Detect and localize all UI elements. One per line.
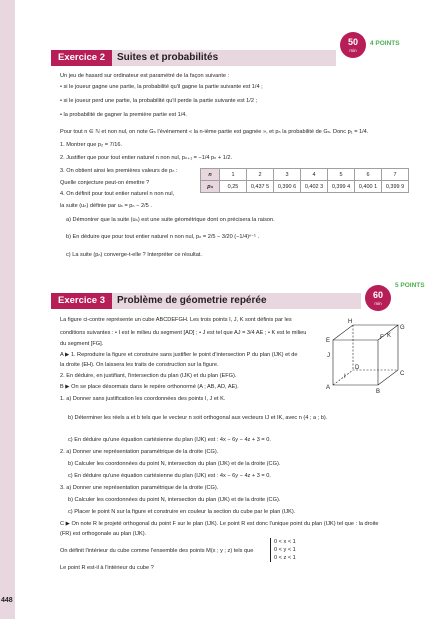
vertex-label: G — [400, 325, 405, 331]
ex2-question-4c: c) La suite (pₙ) converge-t-elle ? Interpréter ce résultat. — [66, 252, 202, 258]
ex2-question-2: 2. Justifier que pour tout entier naturel n non nul, pₙ₊₁ = −1/4 pₙ + 1/2. — [60, 155, 233, 161]
inequality-z: 0 < z < 1 — [274, 555, 296, 561]
ex2-bullet-1: • si le joueur gagne une partie, la probabilité qu'il gagne la partie suivante est 1/4 ; — [60, 84, 263, 90]
vertex-label: K — [387, 333, 392, 339]
exercise-3-tag: Exercice 3 — [51, 293, 112, 309]
exercise-2-title: Suites et probabilités — [117, 52, 219, 63]
table-cell: 7 — [382, 169, 409, 181]
ex3-part-b-1b: b) Déterminer les réels a et b tels que le vecteur n soit orthogonal aux vecteurs IJ et IK, avec n (4 ; a ; b). — [68, 415, 328, 421]
ex2-question-4: 4. On définit pour tout entier naturel n non nul, — [60, 191, 175, 197]
table-cell: 2 — [247, 169, 274, 181]
vertex-label: F — [380, 335, 384, 341]
ex3-line-2: conditions suivantes : • I est le milieu du segment [AD] ; • J est tel que AJ = 3/4 AE ; • K est le milieu — [60, 330, 307, 336]
vertex-label: E — [326, 338, 331, 344]
table-cell: 3 — [274, 169, 301, 181]
ex3-part-b-head: B ▶ On se place désormais dans le repère orthonormé (A ; AB, AD, AE). — [60, 384, 239, 390]
ex3-part-c-line-2: (FR) est orthogonale au plan (IJK). — [60, 531, 147, 537]
ex3-part-b-3c: c) Placer le point N sur la figure et construire en couleur la section du cube par le plan (IJK). — [68, 509, 296, 515]
ex2-intro: Un jeu de hasard sur ordinateur est paramétré de la façon suivante : — [60, 73, 230, 79]
timer-unit: min — [374, 301, 382, 306]
timer-value: 50 — [347, 37, 358, 47]
ex2-bullet-2: • si le joueur perd une partie, la probabilité qu'il perde la partie suivante est 1/2 ; — [60, 98, 258, 104]
ex2-question-4a: a) Démontrer que la suite (uₙ) est une suite géométrique dont on précisera la raison. — [66, 217, 275, 223]
inequality-system — [270, 538, 296, 562]
table-cell: 0,390 6 — [274, 181, 301, 193]
points-label-ex2: 4 POINTS — [370, 40, 400, 47]
vertex-label: J — [327, 353, 330, 359]
exercise-3-header — [51, 293, 361, 309]
ex3-line-1: La figure ci-contre représente un cube ABCDEFGH. Les trois points I, J, K sont définis par les — [60, 317, 292, 323]
ex3-part-a-1-cont: la droite (EH). On laissera les traits de construction sur la figure. — [60, 362, 219, 368]
ex2-question-3: 3. On obtient ainsi les premières valeurs de pₙ : — [60, 168, 178, 174]
ex3-part-c-line-3: On définit l'intérieur du cube comme l'ensemble des points M(x ; y ; z) tels que — [60, 548, 254, 554]
table-cell: 0,399 9 — [382, 181, 409, 193]
table-header-p: pₙ — [201, 181, 220, 193]
ex2-bullet-3: • la probabilité de gagner la première partie est 1/4. — [60, 112, 187, 118]
exercise-2-tag: Exercice 2 — [51, 50, 112, 66]
table-row-p — [201, 181, 409, 193]
vertex-label: C — [400, 371, 405, 377]
exercise-2-header — [51, 50, 336, 66]
vertex-label: I — [344, 374, 346, 380]
vertex-label: H — [348, 319, 353, 325]
exercise-3-title: Problème de géometrie repérée — [117, 295, 267, 306]
points-label-ex3: 5 POINTS — [395, 282, 425, 289]
table-cell: 0,402 3 — [301, 181, 328, 193]
timer-value: 60 — [372, 290, 383, 300]
ex3-part-b-1c: c) En déduire qu'une équation cartésienne du plan (IJK) est : 4x − 6y − 4z + 3 = 0. — [68, 437, 271, 443]
table-cell: 4 — [301, 169, 328, 181]
ex2-question-4-sequence: la suite (uₙ) définie par uₙ = pₙ − 2/5 . — [60, 203, 152, 209]
table-cell: 0,400 1 — [355, 181, 382, 193]
ex3-part-a-2: 2. En déduire, en justifiant, l'intersection du plan (IJK) et du plan (EFG). — [60, 373, 237, 379]
table-cell: 0,399 4 — [328, 181, 355, 193]
ex3-part-b-2b: b) Calculer les coordonnées du point N, intersection du plan (IJK) et de la droite (CG). — [68, 461, 281, 467]
probability-table — [200, 168, 409, 193]
ex3-part-b-1a: 1. a) Donner sans justification les coordonnées des points I, J et K. — [60, 396, 226, 402]
vertex-label: D — [355, 365, 360, 371]
table-header-n: n — [201, 169, 220, 181]
timer-badge-ex3 — [365, 285, 391, 311]
vertex-label: B — [376, 389, 381, 395]
ex2-question-4b: b) En déduire que pour tout entier naturel n non nul, pₙ = 2/5 − 3/20 (−1/4)ⁿ⁻¹ . — [66, 234, 260, 240]
ex3-part-b-3a: 3. a) Donner une représentation paramétrique de la droite (CG). — [60, 485, 219, 491]
inequality-x: 0 < x < 1 — [274, 539, 296, 545]
ex2-definition: Pour tout n ∈ ℕ et non nul, on note Gₙ l'événement « la n-ième partie est gagnée », et pₙ la probabilité de Gₙ. Donc p₁ = 1/4. — [60, 129, 369, 135]
cube-front-face — [333, 340, 378, 385]
timer-badge-ex2 — [340, 32, 366, 58]
ex3-part-c-head: C ▶ On note R le projeté orthogonal du point F sur le plan (IJK). Le point R est donc l'unique point du plan (IJK) tel que : la droite — [60, 521, 379, 527]
ex3-part-b-3b: b) Calculer les coordonnées du point N, intersection du plan (IJK) et de la droite (CG). — [68, 497, 281, 503]
table-cell: 6 — [355, 169, 382, 181]
table-cell: 5 — [328, 169, 355, 181]
cube-figure — [318, 315, 423, 410]
vertex-label: A — [326, 385, 331, 391]
ex3-part-b-2c: c) En déduire qu'une équation cartésienne du plan (IJK) est : 4x − 6y − 4z + 3 = 0. — [68, 473, 271, 479]
page-sidebar — [0, 0, 15, 619]
table-cell: 0,437 5 — [247, 181, 274, 193]
timer-unit: min — [349, 48, 357, 53]
inequality-y: 0 < y < 1 — [274, 547, 296, 553]
ex3-part-b-2a: 2. a) Donner une représentation paramétrique de la droite (CG). — [60, 449, 219, 455]
ex3-part-a-1: A ▶ 1. Reproduire la figure et construire sans justifier le point d'intersection P du plan (IJK) et de — [60, 352, 298, 358]
ex2-question-1: 1. Montrer que p₂ = 7/16. — [60, 142, 123, 148]
table-cell: 1 — [220, 169, 247, 181]
table-row-n — [201, 169, 409, 181]
page-number: 448 — [1, 597, 13, 604]
ex3-line-3: du segment [FG]. — [60, 341, 104, 347]
ex3-part-c-question: Le point R est-il à l'intérieur du cube ? — [60, 565, 154, 571]
table-cell: 0,25 — [220, 181, 247, 193]
ex2-question-3-conjecture: Quelle conjecture peut-on émettre ? — [60, 180, 150, 186]
